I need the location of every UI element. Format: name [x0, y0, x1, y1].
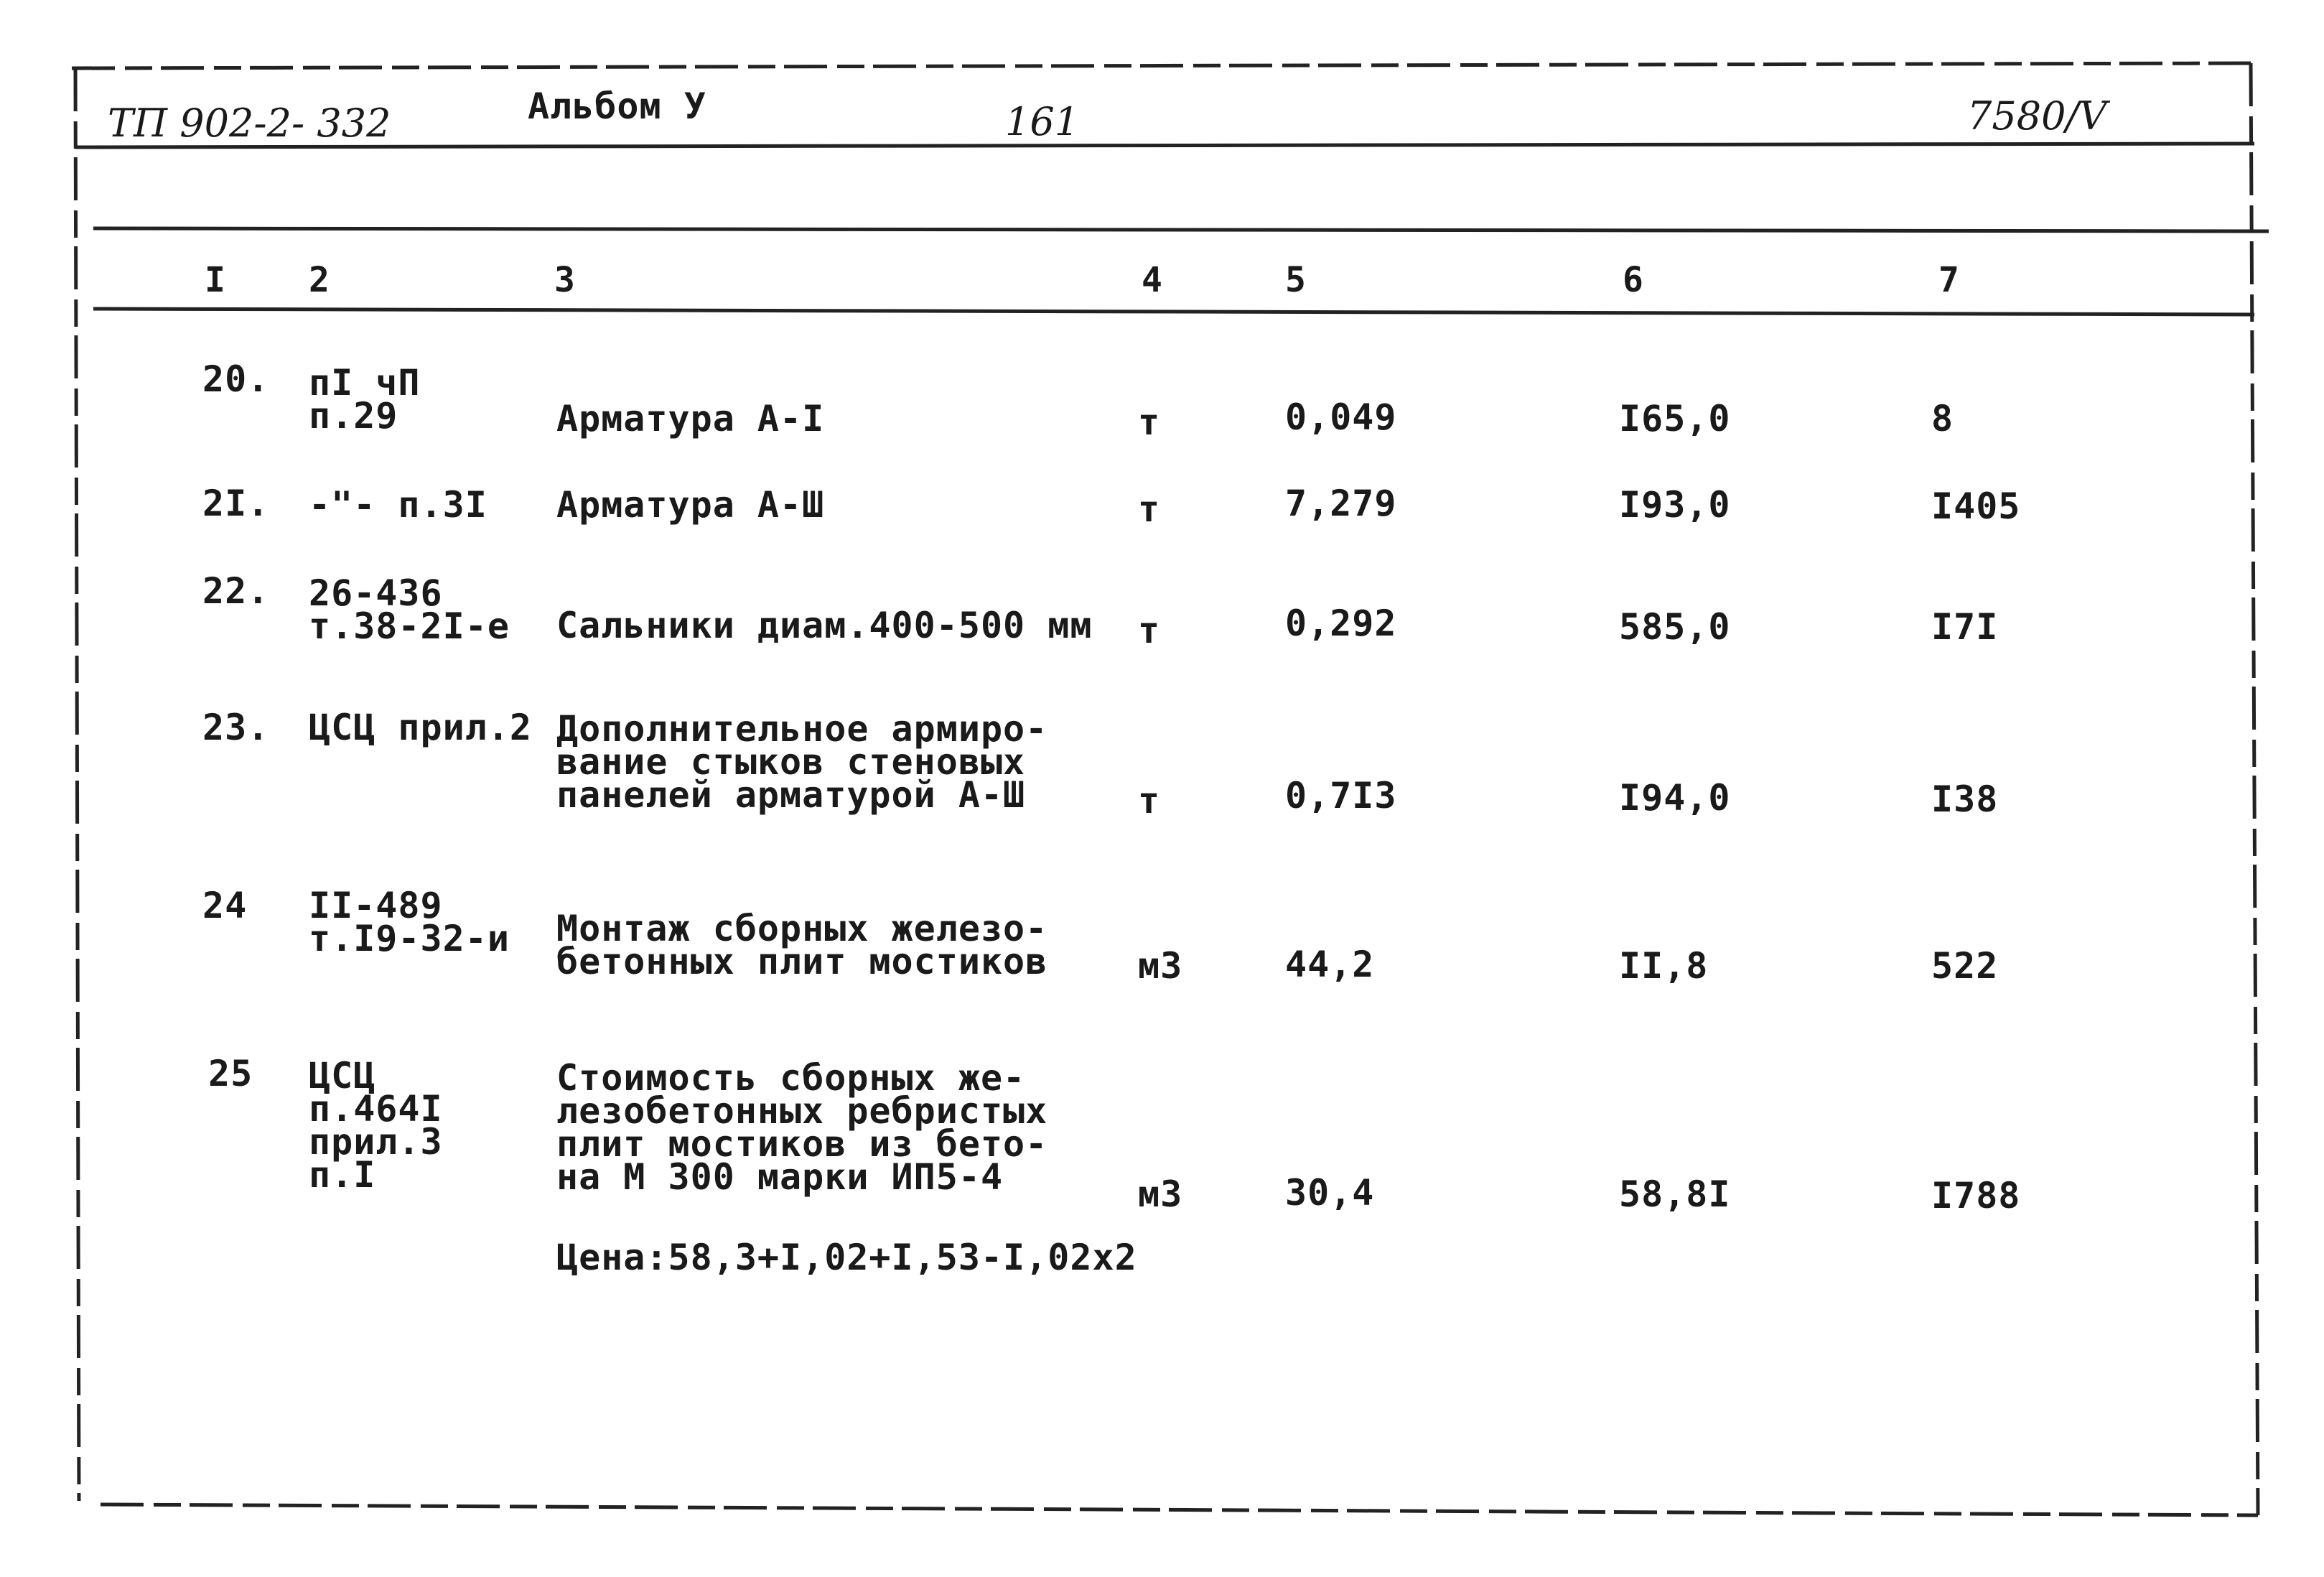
row-quantity: 30,4	[1285, 1172, 1375, 1214]
header-rule	[75, 144, 2254, 147]
row-quantity: 0,292	[1285, 603, 1397, 644]
row-quantity: 0,049	[1285, 396, 1397, 438]
row-total: 8	[1931, 398, 1954, 439]
album-label: Альбом У	[528, 85, 706, 127]
frame-left-line	[75, 68, 79, 1501]
row-name: Стоимость сборных же- лезобетонных ребристых плит мостиков из бето- на М 300 марки ИП5-4	[556, 1057, 1048, 1198]
frame-top-line	[72, 63, 2251, 68]
row-name: Арматура А-Ш	[556, 484, 825, 526]
column-number-5: 5	[1285, 260, 1306, 300]
row-total: I38	[1931, 778, 1999, 820]
row-total: I7I	[1931, 606, 1999, 648]
doc-code: ТП 902-2- 332	[108, 101, 391, 146]
row-number: 2I.	[202, 483, 270, 524]
row-total: I405	[1931, 485, 2021, 527]
column-number-6: 6	[1623, 260, 1643, 300]
row-source: -"- п.3I	[309, 484, 487, 526]
row-unit: т	[1138, 488, 1161, 530]
column-number-3: 3	[554, 260, 575, 300]
frame-right-line	[2251, 63, 2258, 1515]
row-name: Дополнительное армиро- вание стыков стеновых панелей арматурой А-Ш	[556, 708, 1048, 816]
row-source: 26-436 т.38-2I-е	[309, 572, 510, 647]
column-number-4: 4	[1142, 260, 1162, 300]
row-unit: т	[1138, 780, 1161, 822]
row-source: II-489 т.I9-32-и	[309, 885, 510, 959]
row-unit: т	[1138, 610, 1161, 651]
row-price: I94,0	[1619, 777, 1731, 819]
reference-number: 7580/V	[1967, 93, 2107, 139]
row-price-note: Цена:58,3+I,02+I,53-I,02х2	[556, 1237, 1137, 1278]
page-number: 161	[1005, 99, 1080, 144]
row-source: пI чП п.29	[309, 362, 421, 437]
row-source: ЦСЦ прил.2	[309, 707, 533, 748]
row-unit: м3	[1138, 945, 1183, 987]
row-quantity: 44,2	[1285, 944, 1375, 985]
table-top-rule	[93, 228, 2269, 231]
row-number: 24	[202, 885, 248, 926]
column-number-1: I	[205, 260, 225, 300]
row-price: I65,0	[1619, 398, 1731, 439]
row-unit: м3	[1138, 1173, 1183, 1215]
row-name: Сальники диам.400-500 мм	[556, 605, 1093, 646]
column-header-rule	[93, 309, 2254, 315]
row-number: 25	[208, 1053, 253, 1094]
row-number: 23.	[202, 707, 270, 748]
row-price: II,8	[1619, 945, 1709, 987]
row-unit: т	[1138, 401, 1161, 443]
frame-bottom-line	[101, 1504, 2258, 1515]
row-price: 585,0	[1619, 606, 1731, 648]
row-price: 58,8I	[1619, 1173, 1731, 1215]
row-quantity: 0,7I3	[1285, 775, 1397, 817]
row-number: 20.	[202, 358, 270, 400]
row-name: Монтаж сборных железо- бетонных плит мостиков	[556, 908, 1048, 982]
row-total: I788	[1931, 1175, 2021, 1217]
row-name: Арматура А-I	[556, 398, 825, 439]
column-number-7: 7	[1938, 260, 1959, 300]
row-quantity: 7,279	[1285, 483, 1397, 524]
row-source: ЦСЦ п.464I прил.3 п.I	[309, 1055, 443, 1196]
column-number-2: 2	[309, 260, 330, 300]
row-total: 522	[1931, 945, 1999, 987]
row-price: I93,0	[1619, 484, 1731, 526]
row-number: 22.	[202, 570, 270, 612]
